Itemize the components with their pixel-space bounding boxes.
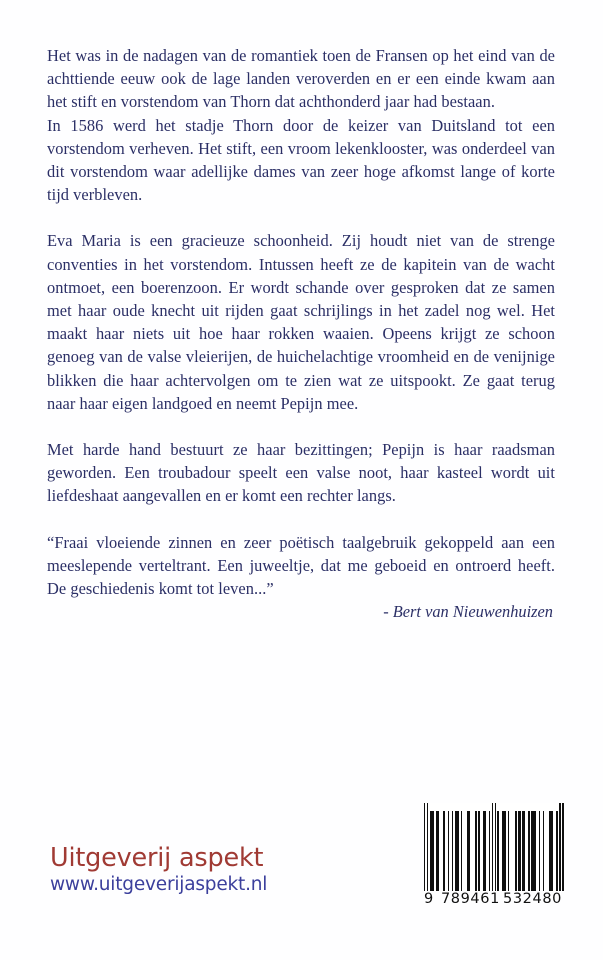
review-attribution: - Bert van Nieuwenhuizen (383, 602, 553, 622)
blurb-paragraph-3: Eva Maria is een gracieuze schoonheid. Zij houdt niet van de strenge conventies in het vorstendom. Intussen heeft ze de kapitein van de wacht ontmoet, een boerenzoon. Er wordt schande over gesproken dat ze samen met haar oude knecht uit rijden gaat schrijlings in het zadel nog wel. Het maakt haar niets uit hoe haar rokken waaien. Opeens krijgt ze schoon genoeg van de valse vleierijen, de huichelachtige vroomheid en de venijnige blikken die haar achtervolgen om te zien wat ze uitspookt. Ze gaat terug naar haar eigen landgoed en neemt Pepijn mee. (47, 231, 555, 413)
barcode-digits (424, 891, 564, 908)
review-quote: “Fraai vloeiende zinnen en zeer poëtisch taalgebruik gekoppeld aan een meeslepende verteltrant. Een juweeltje, dat me geboeid en ontroerd heeft. De geschiedenis komt tot leven...” (47, 532, 555, 599)
publisher-name: Uitgeverij aspekt (50, 843, 264, 873)
publisher-block (50, 843, 267, 896)
blurb-paragraph-1: Het was in de nadagen van de romantiek toen de Fransen op het eind van de achttiende eeuw ook de lage landen veroverden en er een einde kwam aan het stift en vorstendom van Thorn dat achthonderd jaar had bestaan. (47, 46, 555, 112)
blurb-paragraph-4: Met harde hand bestuurt ze haar bezittingen; Pepijn is haar raadsman geworden. Een troubadour speelt een valse noot, haar kasteel wordt uit liefdeshaat aangevallen en er komt een rechter langs. (47, 440, 555, 506)
blurb-paragraph-2: In 1586 werd het stadje Thorn door de keizer van Duitsland tot een vorstendom verheven. Het stift, een vroom lekenklooster, was onderdeel van dit vorstendom waar adellijke dames van zeer hoge afkomst lange of korte tijd verbleven. (47, 115, 555, 205)
barcode-right-group: 532480 (503, 891, 562, 907)
blurb-text-block (47, 44, 555, 623)
barcode-left-group: 789461 (440, 891, 500, 907)
isbn-barcode-block (424, 803, 564, 908)
barcode-lead-digit: 9 (424, 891, 434, 907)
barcode-bars (424, 803, 564, 891)
publisher-website-url[interactable]: www.uitgeverijaspekt.nl (50, 874, 268, 895)
